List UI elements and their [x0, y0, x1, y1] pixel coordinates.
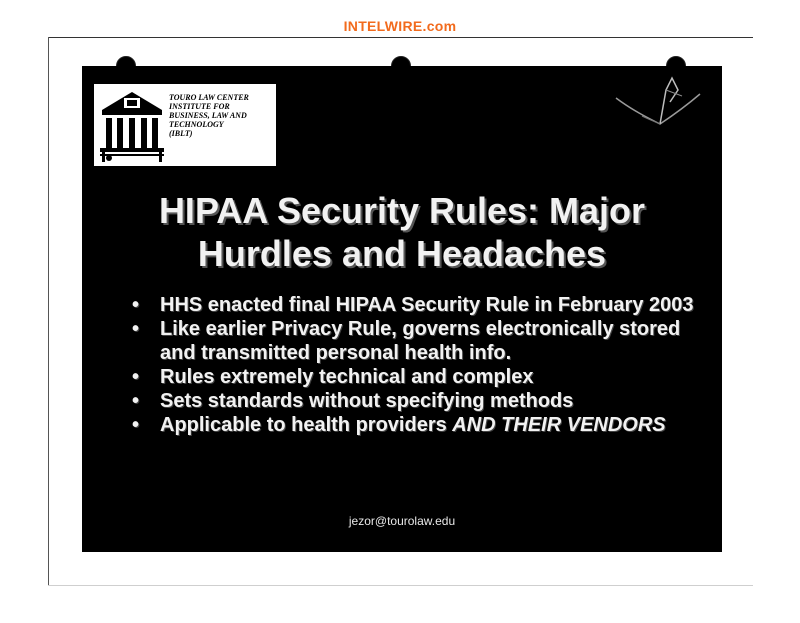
logo-line: INSTITUTE FOR [169, 102, 230, 111]
slide-title-line: Hurdles and Headaches [197, 233, 607, 274]
logo-text [169, 93, 273, 138]
courthouse-icon [100, 90, 164, 162]
bullet-list [132, 293, 702, 437]
corner-sketch-icon [612, 72, 704, 134]
page-border-bottom [48, 585, 753, 586]
bullet-marker: • [132, 366, 140, 388]
logo-line: TOURO LAW CENTER [169, 93, 249, 102]
site-header: INTELWIRE.com [343, 18, 457, 34]
list-item [132, 389, 702, 413]
bullet-text: Rules extremely technical and complex [160, 366, 534, 388]
page-border-top [48, 37, 753, 38]
list-item [132, 365, 702, 389]
contact-email: jezor@tourolaw.edu [348, 514, 456, 528]
list-item [132, 317, 702, 365]
slide-title-line: HIPAA Security Rules: Major [158, 190, 646, 231]
bullet-marker: • [132, 318, 140, 340]
logo-line: BUSINESS, LAW AND [169, 111, 247, 120]
list-item [132, 293, 702, 317]
slide-title [82, 189, 722, 275]
institute-logo [94, 84, 276, 166]
bullet-text: Applicable to health providers [160, 414, 453, 436]
list-item [132, 413, 702, 437]
bullet-marker: • [132, 390, 140, 412]
page-border-left [48, 37, 49, 585]
logo-line: (IBLT) [169, 129, 193, 138]
bullet-text: HHS enacted final HIPAA Security Rule in February 2003 [160, 294, 694, 316]
bullet-marker: • [132, 414, 140, 436]
bullet-text: Sets standards without specifying methods [160, 390, 574, 412]
slide [82, 66, 722, 552]
logo-line: TECHNOLOGY [169, 120, 224, 129]
bullet-emphasis: AND THEIR VENDORS [452, 414, 666, 436]
bullet-text: Like earlier Privacy Rule, governs electronically stored and transmitted personal health info. [160, 318, 681, 364]
bullet-marker: • [132, 294, 140, 316]
